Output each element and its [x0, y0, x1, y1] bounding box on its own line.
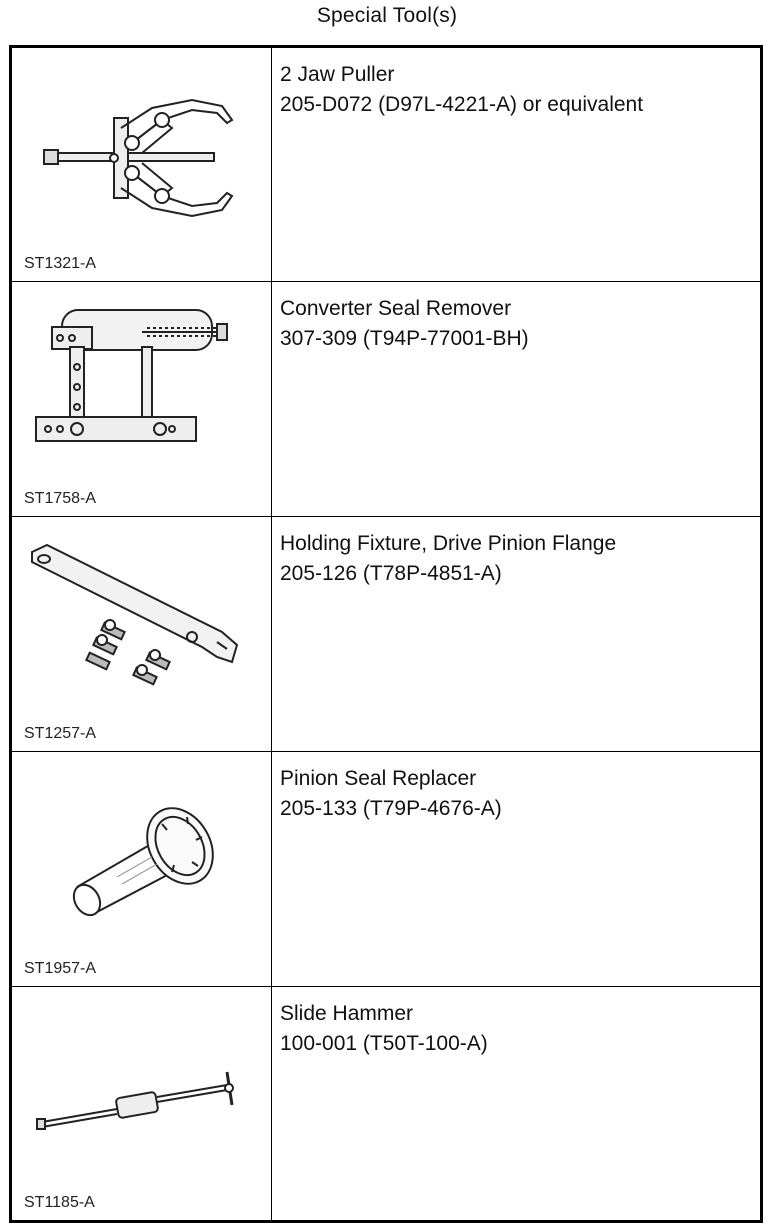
table-row [11, 517, 762, 752]
tool-description-cell [272, 752, 762, 987]
jaw-puller-icon [22, 58, 252, 238]
tool-description-cell [272, 282, 762, 517]
tool-part-number: 205-133 (T79P-4676-A) [280, 797, 502, 820]
tool-name: Holding Fixture, Drive Pinion Flange [280, 532, 617, 555]
tool-description-cell [272, 517, 762, 752]
tool-image-code: ST1758-A [24, 490, 97, 507]
table-row [11, 47, 762, 282]
special-tools-table [9, 45, 763, 1223]
tool-image-code: ST1957-A [24, 960, 97, 977]
tool-image-code: ST1185-A [24, 1194, 95, 1211]
tool-image-cell [11, 282, 272, 517]
page-title: Special Tool(s) [316, 4, 458, 27]
tool-part-number: 205-D072 (D97L-4221-A) or equivalent [280, 93, 644, 116]
table-row [11, 987, 762, 1222]
tool-name: Pinion Seal Replacer [280, 767, 477, 790]
table-row [11, 752, 762, 987]
tool-image-cell [11, 47, 272, 282]
tool-image-code: ST1321-A [24, 255, 97, 272]
slide-hammer-icon [22, 997, 252, 1177]
tool-image-cell [11, 517, 272, 752]
tool-name: 2 Jaw Puller [280, 63, 395, 86]
tool-description-cell [272, 47, 762, 282]
seal-remover-icon [22, 292, 252, 472]
tool-description-cell [272, 987, 762, 1222]
tool-image-code: ST1257-A [24, 725, 97, 742]
tool-part-number: 307-309 (T94P-77001-BH) [280, 327, 529, 350]
tool-part-number: 205-126 (T78P-4851-A) [280, 562, 502, 585]
tool-image-cell [11, 752, 272, 987]
holding-fixture-icon [22, 527, 252, 707]
tool-image-cell [11, 987, 272, 1222]
table-row [11, 282, 762, 517]
tool-name: Converter Seal Remover [280, 297, 512, 320]
tool-part-number: 100-001 (T50T-100-A) [280, 1032, 488, 1055]
tool-name: Slide Hammer [280, 1002, 414, 1025]
seal-replacer-icon [22, 762, 252, 942]
